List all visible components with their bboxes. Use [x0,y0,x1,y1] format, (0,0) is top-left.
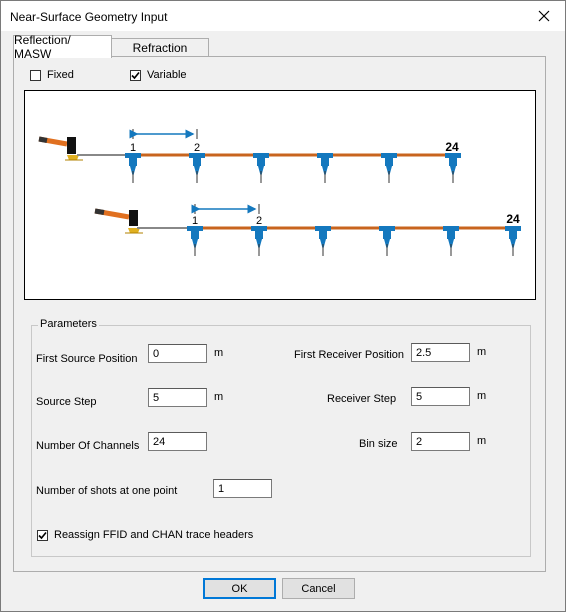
geophone-icon [189,153,205,183]
ok-button[interactable]: OK [203,578,276,599]
parameters-group [31,318,531,557]
geophone-icon [315,226,331,256]
receiver-step-arrow [133,129,197,139]
close-button[interactable] [531,5,557,27]
reassign-headers-label: Reassign FFID and CHAN trace headers [54,529,254,541]
variable-checkbox-row[interactable] [130,69,187,81]
tab-panel [13,56,546,572]
first-receiver-position-input[interactable] [411,343,470,362]
receiver-step-input[interactable] [411,387,470,406]
geophone-icon [125,153,141,183]
first-source-position-input[interactable] [148,344,207,363]
hammer-icon [39,137,83,160]
number-of-channels-input[interactable] [148,432,207,451]
receiver-label-2: 2 [193,142,201,154]
window-title: Near-Surface Geometry Input [10,10,168,24]
first-source-position-unit: m [214,347,224,359]
parameters-group-title: Parameters [40,318,97,330]
spread-row-1 [39,129,461,183]
shots-at-one-point-input[interactable] [213,479,272,498]
variable-checkbox[interactable] [130,70,141,81]
geophone-icon [379,226,395,256]
number-of-channels-label: Number Of Channels [36,440,140,452]
checkmark-icon [131,71,140,80]
fixed-checkbox-row[interactable] [30,69,74,81]
variable-label: Variable [147,69,187,81]
bin-size-input[interactable] [411,432,470,451]
first-source-position-label: First Source Position [36,353,138,365]
geophone-icon [505,226,521,256]
geophone-icon [187,226,203,256]
reassign-headers-row[interactable] [37,529,253,541]
receiver-label-1: 1 [129,142,137,154]
cancel-button[interactable]: Cancel [282,578,355,599]
shots-at-one-point-label: Number of shots at one point [36,485,178,497]
source-step-label: Source Step [36,396,97,408]
hammer-icon [95,210,143,233]
geophone-icon [443,226,459,256]
geophone-icon [445,153,461,183]
fixed-checkbox[interactable] [30,70,41,81]
receiver-label-1: 1 [191,215,199,227]
source-step-unit: m [214,391,224,403]
title-bar [1,1,565,31]
fixed-label: Fixed [47,69,74,81]
geophone-icon [253,153,269,183]
source-step-arrow [195,204,259,214]
geophone-icon [381,153,397,183]
bin-size-label: Bin size [359,438,398,450]
first-receiver-position-unit: m [477,346,487,358]
spread-row-2 [95,204,521,256]
receiver-step-unit: m [477,390,487,402]
bin-size-unit: m [477,435,487,447]
receiver-label-24: 24 [506,212,520,226]
tab-label: Refraction [132,41,188,55]
tab-refraction[interactable] [111,38,209,57]
geophone-icon [251,226,267,256]
geophone-icon [317,153,333,183]
source-step-input[interactable] [148,388,207,407]
tab-label: Reflection/ MASW [14,33,71,61]
close-icon [538,10,550,22]
reassign-headers-checkbox[interactable] [37,530,48,541]
first-receiver-position-label: First Receiver Position [294,349,405,361]
checkmark-icon [38,531,47,540]
tab-reflection-masw[interactable] [13,33,112,61]
geometry-diagram [24,90,536,300]
receiver-label-2: 2 [255,215,263,227]
receiver-label-24: 24 [445,140,459,154]
receiver-step-label: Receiver Step [327,393,397,405]
geometry-illustration [25,91,535,299]
